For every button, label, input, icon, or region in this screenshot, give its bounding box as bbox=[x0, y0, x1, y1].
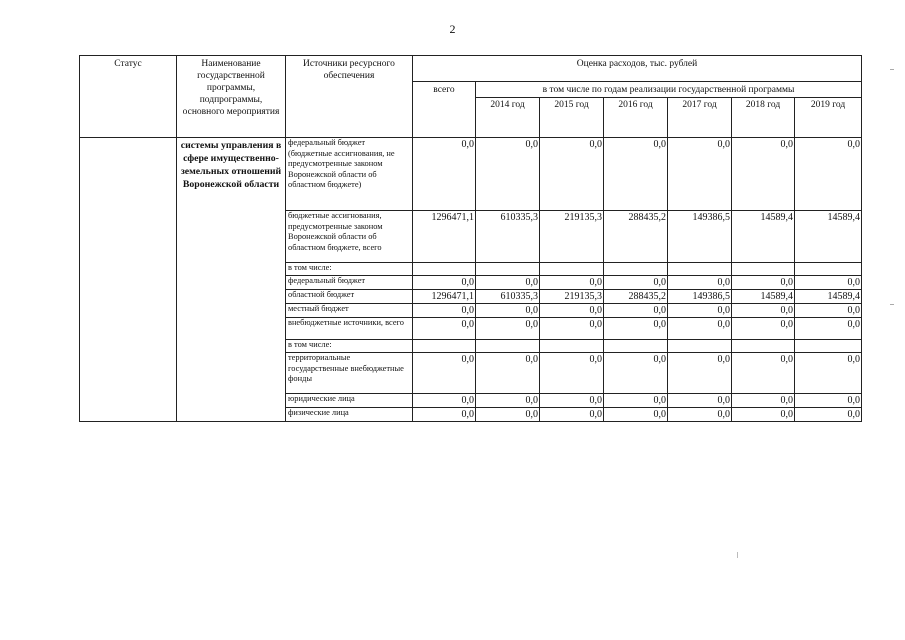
total-value-cell: 0,0 bbox=[413, 353, 476, 394]
year-value-cell: 0,0 bbox=[668, 304, 732, 318]
year-value-cell: 219135,3 bbox=[540, 290, 604, 304]
year-value-cell: 0,0 bbox=[604, 304, 668, 318]
year-value-cell: 0,0 bbox=[540, 394, 604, 408]
year-value-cell: 0,0 bbox=[732, 408, 795, 422]
header-expense-estimate: Оценка расходов, тыс. рублей bbox=[413, 56, 862, 82]
year-value-cell bbox=[668, 340, 732, 353]
year-value-cell: 0,0 bbox=[732, 304, 795, 318]
year-value-cell: 149386,5 bbox=[668, 211, 732, 263]
year-value-cell: 0,0 bbox=[732, 138, 795, 211]
year-value-cell: 0,0 bbox=[668, 394, 732, 408]
header-status: Статус bbox=[80, 56, 177, 138]
total-value-cell bbox=[413, 340, 476, 353]
year-value-cell: 0,0 bbox=[795, 318, 862, 340]
year-value-cell bbox=[732, 263, 795, 276]
year-value-cell bbox=[540, 263, 604, 276]
program-name-cell: системы управления в сфере имущественно-земельных отношений Воронежской области bbox=[177, 138, 286, 422]
year-value-cell: 14589,4 bbox=[732, 290, 795, 304]
year-value-cell: 0,0 bbox=[732, 394, 795, 408]
year-value-cell: 0,0 bbox=[476, 138, 540, 211]
funding-source-cell: внебюджетные источники, всего bbox=[286, 318, 413, 340]
total-value-cell: 1296471,1 bbox=[413, 290, 476, 304]
year-value-cell: 0,0 bbox=[604, 138, 668, 211]
year-value-cell bbox=[540, 340, 604, 353]
funding-source-cell: бюджетные ассигнования, предусмотренные законом Воронежской области об областном бюджете, всего bbox=[286, 211, 413, 263]
year-value-cell: 288435,2 bbox=[604, 211, 668, 263]
year-value-cell: 0,0 bbox=[795, 276, 862, 290]
year-value-cell: 610335,3 bbox=[476, 290, 540, 304]
year-value-cell: 0,0 bbox=[540, 318, 604, 340]
page-number: 2 bbox=[449, 22, 456, 36]
year-value-cell: 0,0 bbox=[540, 408, 604, 422]
header-year: 2017 год bbox=[668, 98, 732, 138]
year-value-cell: 0,0 bbox=[540, 304, 604, 318]
funding-source-cell: федеральный бюджет bbox=[286, 276, 413, 290]
year-value-cell: 0,0 bbox=[732, 276, 795, 290]
year-value-cell: 0,0 bbox=[732, 353, 795, 394]
funding-source-cell: в том числе: bbox=[286, 340, 413, 353]
total-value-cell bbox=[413, 263, 476, 276]
year-value-cell: 0,0 bbox=[604, 318, 668, 340]
year-value-cell: 14589,4 bbox=[795, 211, 862, 263]
year-value-cell: 14589,4 bbox=[795, 290, 862, 304]
scan-mark bbox=[737, 552, 738, 558]
year-value-cell: 0,0 bbox=[668, 276, 732, 290]
year-value-cell bbox=[476, 340, 540, 353]
year-value-cell: 0,0 bbox=[604, 276, 668, 290]
total-value-cell: 0,0 bbox=[413, 408, 476, 422]
header-by-years: в том числе по годам реализации государственной программы bbox=[476, 82, 862, 98]
budget-table bbox=[79, 55, 862, 422]
funding-source-cell: областной бюджет bbox=[286, 290, 413, 304]
year-value-cell bbox=[668, 263, 732, 276]
total-value-cell: 0,0 bbox=[413, 394, 476, 408]
header-total: всего bbox=[413, 82, 476, 138]
year-value-cell: 149386,5 bbox=[668, 290, 732, 304]
year-value-cell: 0,0 bbox=[540, 353, 604, 394]
scan-mark bbox=[890, 304, 894, 305]
year-value-cell: 0,0 bbox=[668, 138, 732, 211]
year-value-cell: 0,0 bbox=[604, 353, 668, 394]
year-value-cell: 0,0 bbox=[476, 394, 540, 408]
year-value-cell bbox=[732, 340, 795, 353]
total-value-cell: 0,0 bbox=[413, 304, 476, 318]
year-value-cell: 0,0 bbox=[604, 408, 668, 422]
header-year: 2014 год bbox=[476, 98, 540, 138]
year-value-cell: 0,0 bbox=[540, 138, 604, 211]
year-value-cell: 0,0 bbox=[476, 304, 540, 318]
header-year: 2015 год bbox=[540, 98, 604, 138]
funding-source-cell: юридические лица bbox=[286, 394, 413, 408]
year-value-cell: 0,0 bbox=[795, 394, 862, 408]
year-value-cell bbox=[795, 263, 862, 276]
year-value-cell: 0,0 bbox=[795, 353, 862, 394]
year-value-cell: 0,0 bbox=[476, 353, 540, 394]
year-value-cell: 0,0 bbox=[732, 318, 795, 340]
year-value-cell: 288435,2 bbox=[604, 290, 668, 304]
funding-source-cell: местный бюджет bbox=[286, 304, 413, 318]
year-value-cell: 0,0 bbox=[795, 408, 862, 422]
year-value-cell: 0,0 bbox=[668, 318, 732, 340]
funding-source-cell: в том числе: bbox=[286, 263, 413, 276]
year-value-cell bbox=[604, 263, 668, 276]
year-value-cell: 14589,4 bbox=[732, 211, 795, 263]
funding-source-cell: физические лица bbox=[286, 408, 413, 422]
year-value-cell: 219135,3 bbox=[540, 211, 604, 263]
year-value-cell: 610335,3 bbox=[476, 211, 540, 263]
header-program-name: Наименование государственной программы, подпрограммы, основного мероприятия bbox=[177, 56, 286, 138]
total-value-cell: 0,0 bbox=[413, 276, 476, 290]
total-value-cell: 0,0 bbox=[413, 138, 476, 211]
year-value-cell bbox=[604, 340, 668, 353]
year-value-cell: 0,0 bbox=[476, 408, 540, 422]
year-value-cell: 0,0 bbox=[668, 353, 732, 394]
year-value-cell bbox=[795, 340, 862, 353]
year-value-cell: 0,0 bbox=[476, 318, 540, 340]
year-value-cell: 0,0 bbox=[604, 394, 668, 408]
header-year: 2018 год bbox=[732, 98, 795, 138]
header-sources: Источники ресурсного обеспечения bbox=[286, 56, 413, 138]
status-cell bbox=[80, 138, 177, 422]
funding-source-cell: федеральный бюджет (бюджетные ассигнования, не предусмотренные законом Воронежской области об областном бюджете) bbox=[286, 138, 413, 211]
scan-mark bbox=[890, 69, 894, 70]
year-value-cell: 0,0 bbox=[540, 276, 604, 290]
year-value-cell: 0,0 bbox=[795, 138, 862, 211]
total-value-cell: 1296471,1 bbox=[413, 211, 476, 263]
funding-source-cell: территориальные государственные внебюджетные фонды bbox=[286, 353, 413, 394]
year-value-cell: 0,0 bbox=[795, 304, 862, 318]
year-value-cell bbox=[476, 263, 540, 276]
header-year: 2019 год bbox=[795, 98, 862, 138]
total-value-cell: 0,0 bbox=[413, 318, 476, 340]
year-value-cell: 0,0 bbox=[476, 276, 540, 290]
header-year: 2016 год bbox=[604, 98, 668, 138]
table-row bbox=[80, 138, 862, 211]
year-value-cell: 0,0 bbox=[668, 408, 732, 422]
